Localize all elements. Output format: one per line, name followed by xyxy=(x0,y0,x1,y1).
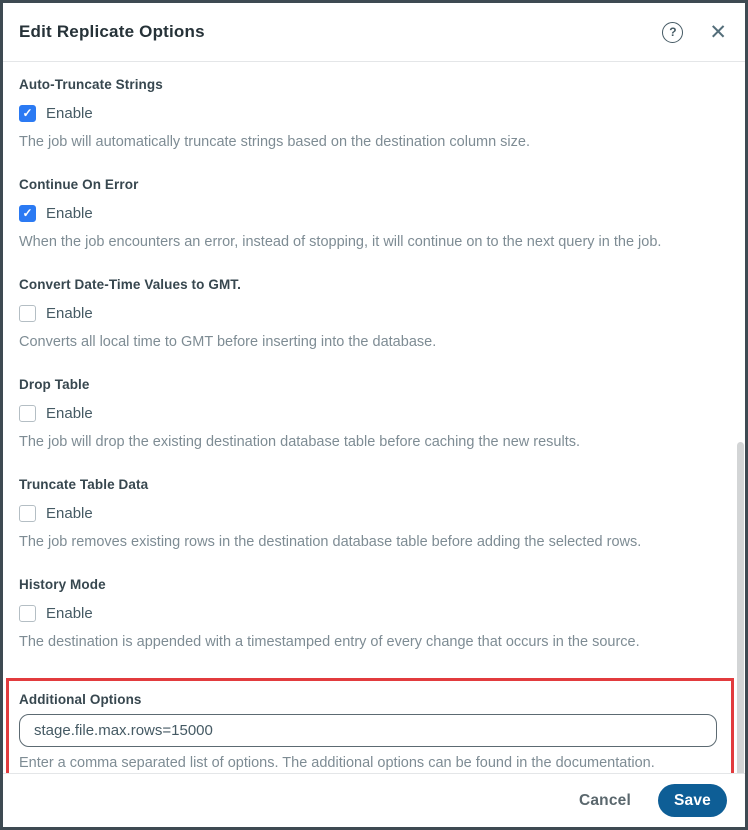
option-label: History Mode xyxy=(19,577,106,592)
checkbox-row xyxy=(19,404,729,422)
option-label: Drop Table xyxy=(19,377,90,392)
option-description: Converts all local time to GMT before inserting into the database. xyxy=(19,334,437,350)
option-label: Convert Date-Time Values to GMT. xyxy=(19,277,242,292)
checkbox-row xyxy=(19,304,729,322)
help-icon[interactable]: ? xyxy=(662,22,683,43)
option-section-history-mode xyxy=(19,578,729,650)
additional-options-input[interactable] xyxy=(19,714,717,747)
option-section-truncate-table-data xyxy=(19,478,729,550)
option-description: The job will automatically truncate strings based on the destination column size. xyxy=(19,134,530,150)
vertical-scrollbar-thumb[interactable] xyxy=(737,442,744,773)
checkbox-row xyxy=(19,604,729,622)
dialog-title: Edit Replicate Options xyxy=(19,22,205,41)
enable-checkbox[interactable] xyxy=(19,405,36,422)
cancel-button[interactable]: Cancel xyxy=(578,791,631,809)
checkbox-row xyxy=(19,104,729,122)
checkbox-row xyxy=(19,504,729,522)
save-button[interactable]: Save xyxy=(658,784,727,817)
close-icon[interactable]: ✕ xyxy=(709,20,727,44)
enable-checkbox[interactable] xyxy=(19,305,36,322)
checkbox-label[interactable]: Enable xyxy=(46,304,93,322)
option-description: The job removes existing rows in the destination database table before adding the selected rows. xyxy=(19,534,642,550)
checkbox-label[interactable]: Enable xyxy=(46,104,93,122)
option-label: Continue On Error xyxy=(19,177,139,192)
option-section-convert-gmt xyxy=(19,278,729,350)
option-label: Auto-Truncate Strings xyxy=(19,77,163,92)
checkbox-row xyxy=(19,204,729,222)
additional-options-description: Enter a comma separated list of options. The additional options can be found in the documentation. xyxy=(19,755,655,771)
checkbox-label[interactable]: Enable xyxy=(46,404,93,422)
enable-checkbox[interactable]: ✓ xyxy=(19,105,36,122)
option-section-continue-on-error xyxy=(19,178,729,250)
highlight-annotation xyxy=(6,678,734,773)
enable-checkbox[interactable] xyxy=(19,505,36,522)
checkbox-label[interactable]: Enable xyxy=(46,604,93,622)
option-description: When the job encounters an error, instead of stopping, it will continue on to the next query in the job. xyxy=(19,234,662,250)
enable-checkbox[interactable] xyxy=(19,605,36,622)
checkbox-label[interactable]: Enable xyxy=(46,204,93,222)
dialog-header xyxy=(3,3,745,62)
option-description: The job will drop the existing destination database table before caching the new results. xyxy=(19,434,581,450)
dialog-footer xyxy=(3,773,745,827)
additional-options-label: Additional Options xyxy=(19,692,142,707)
enable-checkbox[interactable]: ✓ xyxy=(19,205,36,222)
option-description: The destination is appended with a timestamped entry of every change that occurs in the source. xyxy=(19,634,640,650)
dialog-scroll-body xyxy=(3,62,745,773)
option-section-auto-truncate-strings xyxy=(19,78,729,150)
option-label: Truncate Table Data xyxy=(19,477,149,492)
checkbox-label[interactable]: Enable xyxy=(46,504,93,522)
option-section-drop-table xyxy=(19,378,729,450)
